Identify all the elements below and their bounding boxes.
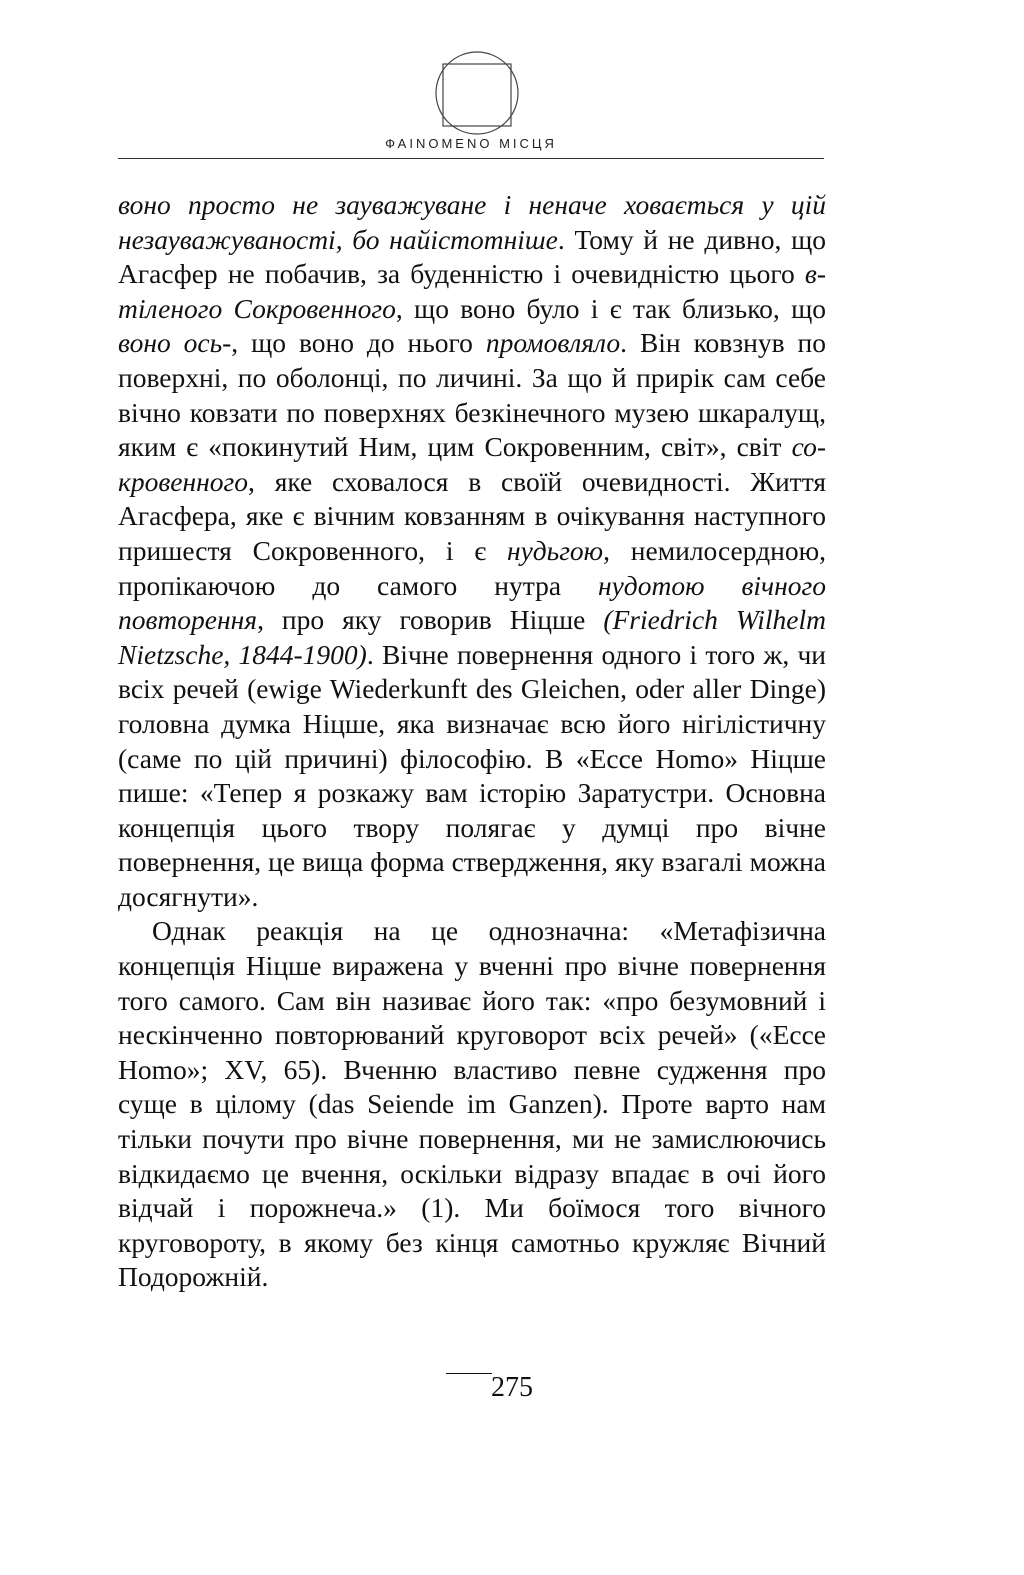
italic-run: воно просто не зауважуване і неначе ховається у цій незауважуваності, бо найістотніше <box>118 189 826 255</box>
italic-run: со-кровенного <box>118 431 826 497</box>
text-run: , що воно було і є так близько, що <box>395 292 826 324</box>
italic-run: нудьгою <box>507 534 604 566</box>
header-rule <box>118 158 824 159</box>
text-run: , немилосердною, пропікаючою до самого нутра <box>118 534 826 601</box>
italic-run: (Friedrich Wilhelm Nietzsche, 1844-1900) <box>118 604 826 670</box>
text-run: , яке сховалося в своїй очевидності. Життя Агасфера, яке є вічним ковзанням в очікування наступного пришестя Сокровенного, і є <box>118 465 826 566</box>
text-run: , про яку говорив Ніцше <box>257 604 604 636</box>
italic-run: в-тіленого Сокровенного <box>118 258 826 324</box>
paragraph-2: Однак реакція на це однозначна: «Метафізична концепція Ніцше виражена у вченні про вічне повернення того самого. Сам він називає його так: «про безумовний і нескінченно повторюваний круговорот всіх речей» («Ecce Homo»; XV, 65). Вченню властиво певне судження про суще в цілому (das Seiende im Ganzen). Проте варто нам тільки почути про вічне повернення, ми не замислюючись відкидаємо це вчення, оскільки відразу впадає в очі його відчай і порожнеча.» (1). Ми боїмося того вічного круговороту, в якому без кінця самотньо кружляє Вічний Подорожній. <box>118 915 826 1293</box>
running-head: ФАΙΝΟΜΕΝΟ МІСЦЯ <box>385 136 557 151</box>
page-number: 275 <box>491 1372 533 1403</box>
italic-run: нудотою вічного повторення <box>118 569 827 636</box>
circle-square-emblem-icon <box>434 50 520 136</box>
paragraph-1 <box>118 188 826 914</box>
italic-run: промовляло <box>485 327 621 359</box>
text-run: . Він ковзнув по поверхні, по оболонці, по личині. За що й прирік сам себе вічно ковзати по поверхнях безкінечного музею шкаралущ, яким є «покинутий Ним, цим Сокровенним, світ», світ <box>118 327 826 463</box>
body-text <box>118 188 826 1295</box>
text-run: . Вічне повернення одного і того ж, чи всіх речей (ewige Wiederkunft des Gleichen, oder aller Dinge) головна думка Ніцше, яка визначає всю його нігілістичну (саме по цій причині) філософію. В «Ecce Homo» Ніцше пише: «Тепер я розкажу вам історію Заратустри. Основна концепція цього твору полягає у думці про вічне повернення, це вища форма ствердження, яку взагалі можна досягнути». <box>118 638 827 912</box>
italic-run: воно ось- <box>118 327 232 359</box>
text-run: . Тому й не дивно, що Агасфер не побачив, за буденністю і очевидністю цього <box>118 223 826 290</box>
text-run: , що воно до нього <box>231 327 486 359</box>
